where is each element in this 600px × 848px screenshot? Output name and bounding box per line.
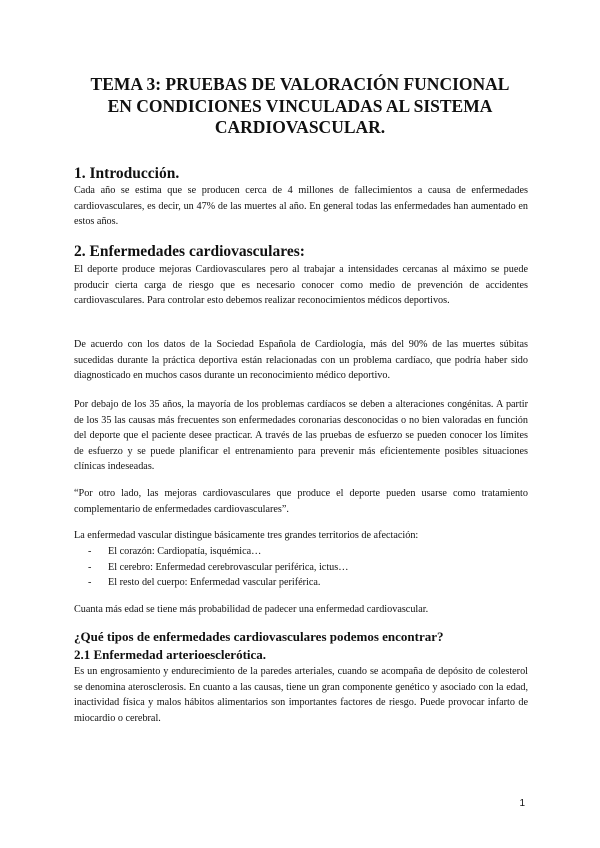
list-item-text: El resto del cuerpo: Enfermedad vascular periférica.: [108, 577, 321, 589]
section-2-paragraph-5: Cuanta más edad se tiene más probabilidad de padecer una enfermedad cardiovascular.: [74, 604, 429, 615]
page-number: 1: [519, 798, 525, 809]
quote-paragraph: “Por otro lado, las mejoras cardiovasculares que produce el deporte pueden usarse como tratamiento complementario de enfermedades cardiovasculares”.: [74, 488, 528, 515]
title-line-2: EN CONDICIONES VINCULADAS AL SISTEMA: [107, 95, 493, 116]
document-title: [60, 74, 540, 139]
subsection-paragraph: Es un engrosamiento y endurecimiento de la paredes arteriales, cuando se acompaña de depósito de colesterol se denomina aterosclerosis. En cuanto a las causas, tiene un gran componente genético y asociado con la edad, inactividad física y malos hábitos alimentarios son importantes factores de riesgo. Puede provocar infarto de miocardio o cerebral.: [74, 666, 528, 724]
list-item: [88, 575, 348, 591]
list-item-text: El corazón: Cardiopatía, isquémica…: [108, 546, 262, 557]
section-2-paragraph-4: La enfermedad vascular distingue básicamente tres grandes territorios de afectación:: [74, 530, 419, 541]
question-heading: ¿Qué tipos de enfermedades cardiovasculares podemos encontrar?: [74, 629, 444, 644]
territories-list: [88, 544, 348, 591]
title-line-1: TEMA 3: PRUEBAS DE VALORACIÓN FUNCIONAL: [90, 74, 510, 94]
section-2-paragraph-3: Por debajo de los 35 años, la mayoría de los problemas cardíacos se deben a alteraciones congénitas. A partir de los 35 las causas más frecuentes son enfermedades coronarias desconocidas o no bien valoradas en función del deporte que el paciente desee practicar. A través de las pruebas de esfuerzo se pueden conocer los límites de esfuerzo y se puede planificar el entrenamiento para prevenir más eficientemente posibles situaciones clínicas indeseadas.: [74, 399, 528, 473]
list-item: [88, 560, 348, 576]
section-2-paragraph-1: El deporte produce mejoras Cardiovasculares pero al trabajar a intensidades cercanas al máximo se puede producir cierta carga de riesgo que es necesario conocer como medio de prevención de accidentes cardiovasculares. Para controlar esto debemos realizar reconocimientos médicos deportivos.: [74, 264, 528, 307]
list-item-text: El cerebro: Enfermedad cerebrovascular periférica, ictus…: [108, 561, 349, 573]
section-2-heading: 2. Enfermedades cardiovasculares:: [74, 243, 305, 260]
section-2-paragraph-2: De acuerdo con los datos de la Sociedad Española de Cardiología, más del 90% de las muertes súbitas sucedidas durante la práctica deportiva están relacionadas con un problema cardíaco, que podría haber sido diagnosticado en muchos casos durante un reconocimiento médico deportivo.: [74, 339, 528, 382]
list-item: [88, 544, 348, 560]
title-line-3: CARDIOVASCULAR.: [214, 117, 386, 137]
list-bullet: -: [88, 561, 92, 573]
subsection-heading: 2.1 Enfermedad arterioesclerótica.: [74, 647, 267, 662]
section-1-heading: 1. Introducción.: [74, 165, 180, 182]
list-bullet: -: [88, 546, 92, 557]
list-bullet: -: [88, 577, 92, 589]
section-1-paragraph: Cada año se estima que se producen cerca de 4 millones de fallecimientos a causa de enfermedades cardiovasculares, es decir, un 47% de las muertes al año. En general todas las enfermedades han aumentado en estos años.: [74, 185, 528, 228]
